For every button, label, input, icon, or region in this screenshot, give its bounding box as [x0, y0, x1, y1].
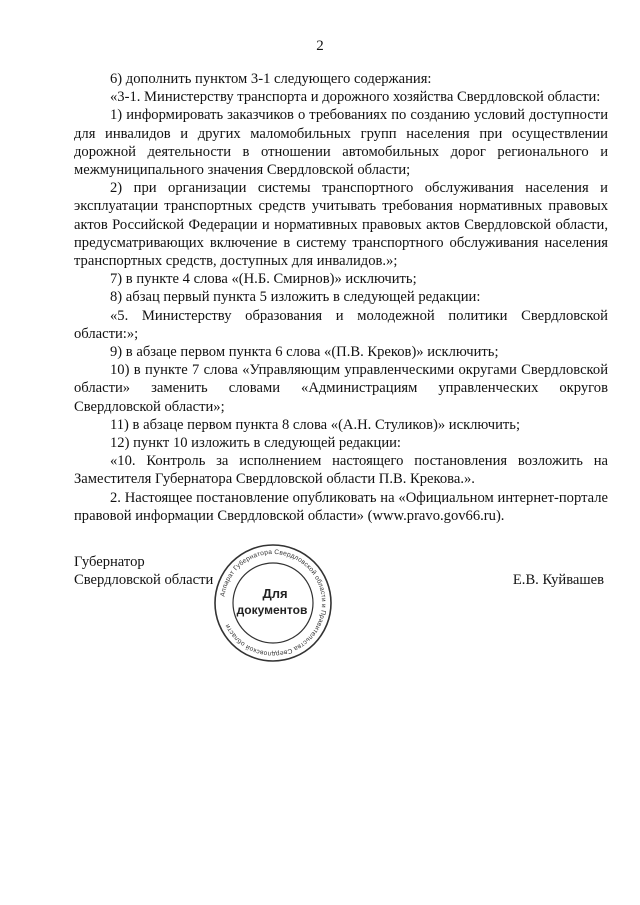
paragraph: «10. Контроль за исполнением настоящего постановления возложить на Заместителя Губернатора Свердловской области П.В. Крекова.». [74, 453, 608, 488]
paragraph: «3-1. Министерству транспорта и дорожного хозяйства Свердловской области: [110, 89, 601, 106]
paragraph: 9) в абзаце первом пункта 6 слова «(П.В. Креков)» исключить; [110, 344, 499, 361]
svg-text:Аппарат Губернатора Свердловск: Аппарат Губернатора Свердловской области и Правительства Свердловской области [219, 548, 328, 658]
paragraph: 12) пункт 10 изложить в следующей редакции: [110, 435, 401, 452]
signatory-title-line2: Свердловской области [74, 572, 214, 589]
signatory-title-line1: Губернатор [74, 554, 145, 570]
paragraph: 1) информировать заказчиков о требованиях по созданию условий доступности для инвалидов и других маломобильных групп населения при осуществлении дорожной деятельности в отношении автомобильных дорог регионального и межмуниципального значения Свердловской области; [74, 107, 608, 179]
paragraph: 11) в абзаце первом пункта 8 слова «(А.Н. Стуликов)» исключить; [110, 416, 521, 433]
svg-text:Для: Для [262, 586, 288, 601]
page-number: 2 [316, 38, 324, 54]
official-stamp-seal [212, 542, 334, 664]
signatory-title [74, 553, 213, 589]
paragraph: «5. Министерству образования и молодежной политики Свердловской области:»; [74, 307, 608, 342]
paragraph: 7) в пункте 4 слова «(Н.Б. Смирнов)» исключить; [110, 271, 417, 288]
paragraph: 2) при организации системы транспортного обслуживания населения и эксплуатации транспортных средств учитывать требования нормативных правовых актов Российской Федерации и нормативных правовых актов Свердловской области, предусматривающих включение в систему транспортного обслуживания населения транспортных средств, доступных для инвалидов.»; [74, 180, 608, 270]
document-body [74, 70, 608, 525]
paragraph: 2. Настоящее постановление опубликовать на «Официальном интернет-портале правовой информации Свердловской области» (www.pravo.gov66.ru). [74, 489, 608, 524]
paragraph: 6) дополнить пунктом 3-1 следующего содержания: [110, 71, 432, 87]
signatory-name: Е.В. Куйвашев [512, 572, 604, 588]
paragraph: 10) в пункте 7 слова «Управляющим управленческими округами Свердловской области» заменить словами «Администрациям управленческих округов Свердловской области»; [74, 362, 608, 415]
paragraph: 8) абзац первый пункта 5 изложить в следующей редакции: [110, 289, 481, 306]
svg-text:документов: документов [236, 603, 308, 617]
